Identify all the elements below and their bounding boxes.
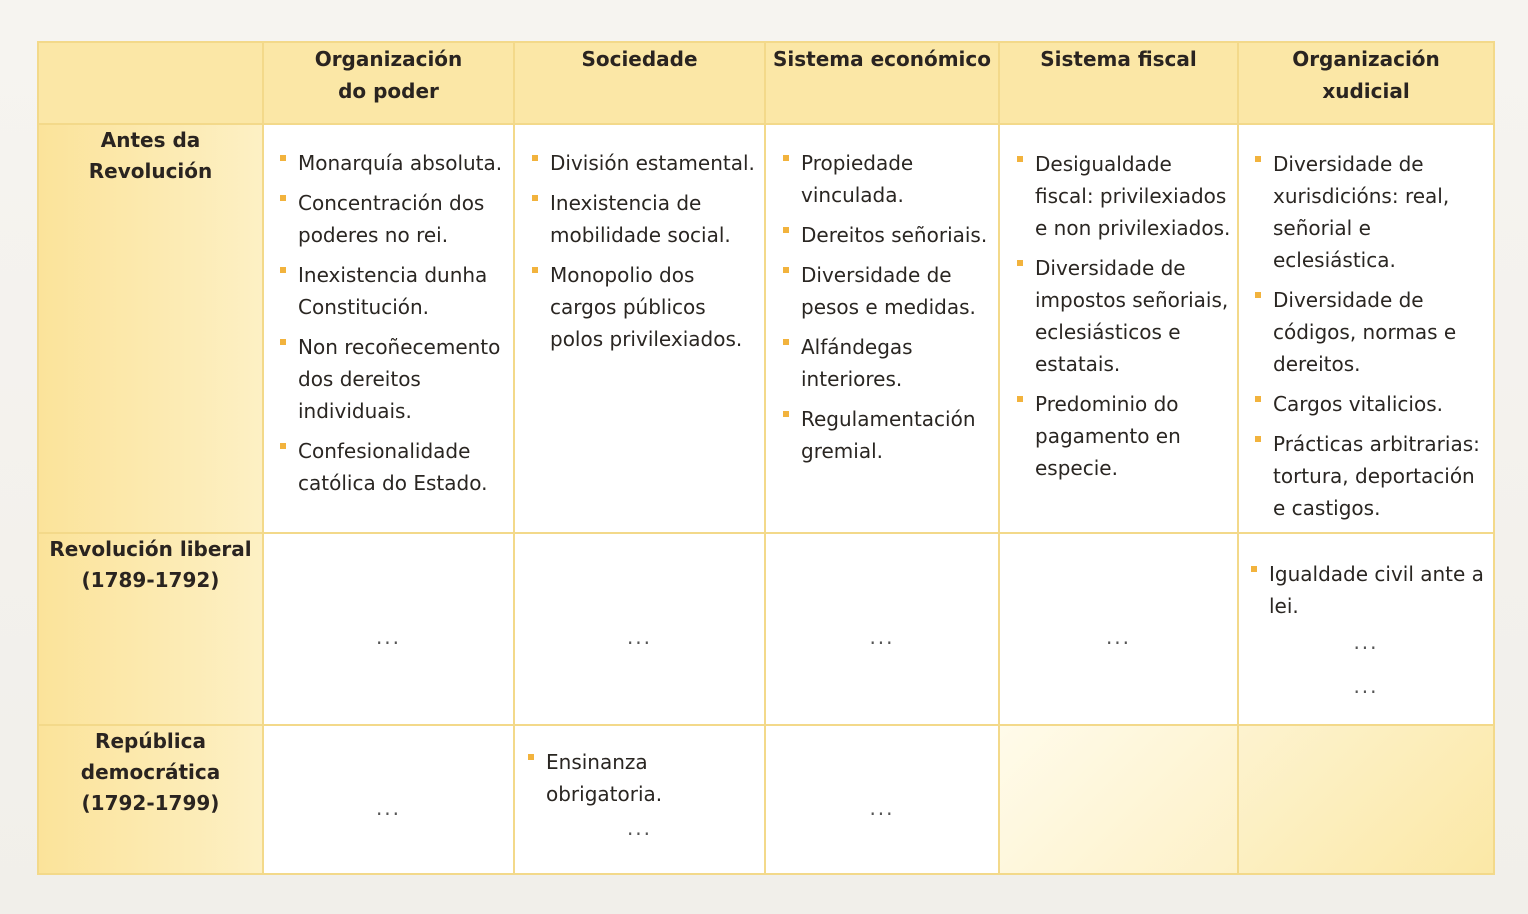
bullet-list: [1035, 148, 1237, 484]
row-header-liberal: Revolución liberal (1789-1792): [38, 533, 263, 725]
cell-republica-poder: [263, 725, 514, 874]
cell-republica-economico: [765, 725, 999, 874]
list-item-text: Monopolio dos cargos públicos polos privilexiados.: [550, 263, 743, 351]
bullet-list: [546, 746, 764, 810]
ellipsis: ...: [869, 625, 895, 649]
bullet-icon: [783, 267, 789, 273]
ellipsis: ...: [626, 816, 653, 840]
bullet-icon: [532, 195, 538, 201]
list-item-text: Ensinanza obrigatoria.: [546, 750, 663, 806]
list-item: [546, 746, 764, 810]
bullet-list: [1273, 148, 1493, 524]
bullet-icon: [1255, 156, 1261, 162]
ellipsis: ...: [1105, 625, 1132, 649]
cell-republica-fiscal: [999, 725, 1238, 874]
bullet-icon: [528, 754, 534, 760]
table-row: [38, 725, 1494, 874]
bullet-icon: [280, 155, 286, 161]
bullet-icon: [1255, 436, 1261, 442]
ellipsis: ...: [626, 625, 653, 649]
bullet-icon: [1255, 396, 1261, 402]
column-header-xudicial: Organización xudicial: [1238, 42, 1494, 124]
bullet-icon: [1017, 260, 1023, 266]
cell-republica-sociedade: [514, 725, 765, 874]
bullet-icon: [783, 227, 789, 233]
list-item: [550, 187, 764, 251]
column-header-sociedade: Sociedade: [514, 42, 765, 124]
ellipsis: ...: [1353, 674, 1379, 698]
bullet-icon: [1017, 156, 1023, 162]
ellipsis: ...: [869, 796, 895, 820]
list-item: [1273, 284, 1493, 380]
list-item: [1035, 388, 1237, 484]
list-item: [801, 403, 998, 467]
cell-antes-economico: [765, 124, 999, 533]
list-item: [801, 259, 998, 323]
list-item-text: Desigualdade fiscal: privilexiados e non privilexiados.: [1035, 152, 1231, 240]
cell-liberal-poder: [263, 533, 514, 725]
bullet-icon: [783, 339, 789, 345]
list-item: [1273, 428, 1493, 524]
list-item-text: Dereitos señoriais.: [801, 223, 988, 247]
bullet-icon: [280, 195, 286, 201]
list-item: [1269, 558, 1493, 622]
bullet-list: [801, 147, 998, 467]
list-item: [298, 435, 513, 499]
list-item: [1273, 388, 1493, 420]
list-item: [298, 147, 513, 179]
list-item-text: Propiedade vinculada.: [801, 151, 914, 207]
row-header-antes: Antes da Revolución: [38, 124, 263, 533]
list-item-text: Alfándegas interiores.: [801, 335, 913, 391]
list-item: [801, 331, 998, 395]
cell-antes-sociedade: [514, 124, 765, 533]
cell-liberal-economico: [765, 533, 999, 725]
bullet-icon: [783, 155, 789, 161]
cell-republica-xudicial: [1238, 725, 1494, 874]
list-item-text: Concentración dos poderes no rei.: [298, 191, 485, 247]
ellipsis: ...: [375, 625, 402, 649]
list-item: [298, 259, 513, 323]
column-header-poder: Organización do poder: [263, 42, 514, 124]
table-row: [38, 533, 1494, 725]
column-header-economico: Sistema económico: [765, 42, 999, 124]
list-item-text: Diversidade de xurisdicións: real, señorial e eclesiástica.: [1273, 152, 1450, 272]
table-row: [38, 124, 1494, 533]
header-row: [38, 42, 1494, 124]
list-item-text: Inexistencia de mobilidade social.: [550, 191, 731, 247]
bullet-icon: [783, 411, 789, 417]
bullet-icon: [532, 267, 538, 273]
list-item-text: Predominio do pagamento en especie.: [1035, 392, 1181, 480]
list-item-text: Regulamentación gremial.: [801, 407, 976, 463]
list-item: [1273, 148, 1493, 276]
list-item: [801, 147, 998, 211]
list-item: [801, 219, 998, 251]
list-item-text: Prácticas arbitrarias: tortura, deportación e castigos.: [1273, 432, 1480, 520]
bullet-list: [298, 147, 513, 499]
list-item-text: División estamental.: [550, 151, 755, 175]
list-item: [298, 187, 513, 251]
comparison-table: [37, 41, 1495, 875]
bullet-list: [550, 147, 764, 355]
cell-antes-fiscal: [999, 124, 1238, 533]
bullet-icon: [1255, 292, 1261, 298]
list-item-text: Cargos vitalicios.: [1273, 392, 1443, 416]
row-header-republica: República democrática (1792-1799): [38, 725, 263, 874]
bullet-list: [1269, 558, 1493, 622]
bullet-icon: [280, 443, 286, 449]
list-item: [298, 331, 513, 427]
cell-liberal-fiscal: [999, 533, 1238, 725]
list-item: [550, 147, 764, 179]
cell-antes-poder: [263, 124, 514, 533]
list-item-text: Diversidade de impostos señoriais, eclesiásticos e estatais.: [1035, 256, 1229, 376]
column-header-fiscal: Sistema fiscal: [999, 42, 1238, 124]
list-item-text: Inexistencia dunha Constitución.: [298, 263, 488, 319]
list-item: [1035, 252, 1237, 380]
list-item-text: Non recoñecemento dos dereitos individuais.: [298, 335, 501, 423]
list-item: [1035, 148, 1237, 244]
ellipsis: ...: [1353, 630, 1379, 654]
list-item-text: Confesionalidade católica do Estado.: [298, 439, 488, 495]
bullet-icon: [280, 267, 286, 273]
list-item-text: Igualdade civil ante a lei.: [1269, 562, 1484, 618]
bullet-icon: [1251, 566, 1257, 572]
list-item-text: Diversidade de pesos e medidas.: [801, 263, 976, 319]
cell-liberal-xudicial: [1238, 533, 1494, 725]
corner-cell: [38, 42, 263, 124]
cell-liberal-sociedade: [514, 533, 765, 725]
list-item-text: Monarquía absoluta.: [298, 151, 503, 175]
bullet-icon: [1017, 396, 1023, 402]
list-item: [550, 259, 764, 355]
bullet-icon: [280, 339, 286, 345]
list-item-text: Diversidade de códigos, normas e dereitos.: [1273, 288, 1457, 376]
ellipsis: ...: [375, 796, 402, 820]
bullet-icon: [532, 155, 538, 161]
cell-antes-xudicial: [1238, 124, 1494, 533]
